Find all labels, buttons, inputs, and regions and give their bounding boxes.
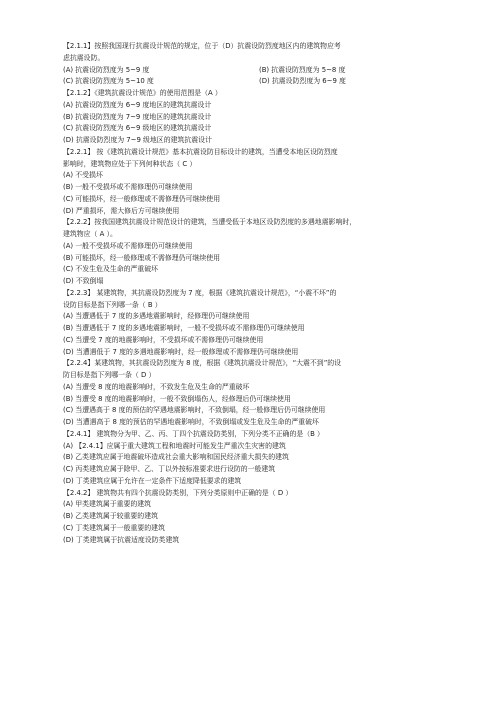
option-c: (C) 当遭受 7 度的地震影响时，不受损坏或不需修理仍可继续使用 bbox=[63, 335, 264, 344]
document-body bbox=[63, 41, 455, 546]
option-d: (D) 抗震设防烈度为 7~9 级地区的建筑抗震设计 bbox=[63, 136, 212, 144]
option-b: (B) 抗震设防烈度为 7~9 度地区的建筑抗震设计 bbox=[63, 112, 212, 121]
option-a: (A) 不受损坏 bbox=[63, 171, 103, 180]
option-c: (C) 不发生危及生命的严重破坏 bbox=[63, 265, 159, 274]
option-d: (D) 抗震设防烈度为 6~9 度 bbox=[259, 77, 346, 86]
option-b: (B) 抗震设防烈度为 5~8 度 bbox=[259, 65, 346, 74]
question-2-1-2: 【2.1.2】《建筑抗震设计规范》的使用范围是（A ） bbox=[63, 89, 222, 97]
option-d: (D) 丁类建筑应属于允许在一定条件下适度降低要求的建筑 bbox=[63, 476, 242, 485]
option-d: (D) 当遭遇低于 7 度的多遇地震影响时，经一般修理或不需修理仍可继续使用 bbox=[63, 347, 299, 356]
option-c: (C) 丁类建筑属于一般重要的建筑 bbox=[63, 523, 165, 532]
question-2-1-1: 【2.1.1】按照我国现行抗震设计规范的规定，位于（D）抗震设防烈度地区内的建筑物应考 bbox=[63, 42, 341, 50]
option-d: (D) 当遭遇高于 8 度的预估的罕遇地震影响时，不致倒塌或发生危及生命的严重破坏 bbox=[63, 418, 319, 426]
option-a: (A) 【2.4.1】应属于重大建筑工程和地震时可能发生严重次生灾害的建筑 bbox=[63, 441, 286, 450]
question-2-2-4-cont: 防目标是指下列哪一条（ D ） bbox=[63, 371, 156, 379]
option-b: (B) 可能损坏，经一般修理或不需修理仍可继续使用 bbox=[63, 253, 220, 262]
option-a: (A) 当遭遇低于 7 度的多遇地震影响时，经修理仍可继续使用 bbox=[63, 312, 250, 321]
option-c: (C) 可能损坏，经一般修理或不需修理仍可继续使用 bbox=[63, 194, 221, 203]
option-a: (A) 一般不受损坏或不需修理仍可继续使用 bbox=[63, 241, 193, 250]
option-b: (B) 乙类建筑应属于地震破坏造成社会重大影响和国民经济重大损失的建筑 bbox=[63, 453, 289, 462]
question-2-4-1: 【2.4.1】 建筑物分为甲、乙、丙、丁四个抗震设防类别，下列分类不正确的是（B ） bbox=[63, 429, 324, 438]
question-2-2-1-cont: 影响时，建筑物应处于下列何种状态（ C ） bbox=[63, 159, 197, 168]
option-d: (D) 不致倒塌 bbox=[63, 277, 104, 285]
option-a: (A) 抗震设防烈度为 5~9 度 bbox=[63, 65, 150, 74]
option-d: (D) 丁类建筑属于抗震适度设防类建筑 bbox=[63, 535, 180, 544]
option-c: (C) 丙类建筑应属于除甲、乙、丁以外按标准要求进行设防的一般建筑 bbox=[63, 465, 276, 473]
option-b: (B) 一般不受损坏或不需修理仍可继续使用 bbox=[63, 183, 193, 191]
option-b: (B) 当遭遇低于 7 度的多遇地震影响时，一般不受损坏或不需修理仍可继续使用 bbox=[63, 324, 305, 332]
option-a: (A) 当遭受 8 度的地震影响时，不致发生危及生命的严重破坏 bbox=[63, 382, 250, 391]
question-2-2-4: 【2.2.4】某建筑物，其抗震设防烈度为 8 度，根据《建筑抗震设计规范》，“大震不到”的设 bbox=[63, 359, 342, 368]
option-c: (C) 当遭遇高于 8 度的预估的罕遇地震影响时，不致倒塌，经一般修理后仍可继续使用 bbox=[63, 406, 326, 415]
option-b: (B) 当遭受 8 度的地震影响时，一般不致倒塌伤人，经修理后仍可继续使用 bbox=[63, 394, 291, 403]
option-c: (C) 抗震设防烈度为 5~10 度 bbox=[63, 77, 154, 86]
question-2-4-2: 【2.4.2】 建筑物共有四个抗震设防类别，下列分类原则中正确的是（ D ） bbox=[63, 488, 293, 497]
option-row bbox=[63, 65, 455, 77]
option-row bbox=[63, 76, 455, 88]
question-2-2-3: 【2.2.3】 某建筑物，其抗震设防烈度为 7 度，根据《建筑抗震设计规范》，“小震不坏”的 bbox=[63, 288, 337, 297]
question-2-2-1: 【2.2.1】 按《建筑抗震设计规范》基本抗震设防目标设计的建筑，当遭受本地区设防烈度 bbox=[63, 147, 338, 156]
question-2-1-1-cont: 虑抗震设防。 bbox=[63, 53, 105, 62]
question-2-2-3-cont: 设防目标是指下列哪一条（ B ） bbox=[63, 300, 162, 309]
option-a: (A) 抗震设防烈度为 6~9 度地区的建筑抗震设计 bbox=[63, 100, 212, 109]
option-d: (D) 严重损坏，需大修后方可继续使用 bbox=[63, 206, 180, 215]
question-2-2-2: 【2.2.2】按我国建筑抗震设计规范设计的建筑，当遭受低于本地区设防烈度的多遇地震影响时， bbox=[63, 218, 357, 227]
option-a: (A) 甲类建筑属于重要的建筑 bbox=[63, 500, 152, 509]
option-b: (B) 乙类建筑属于较重要的建筑 bbox=[63, 512, 158, 520]
option-c: (C) 抗震设防烈度为 6~9 级地区的建筑抗震设计 bbox=[63, 124, 212, 133]
question-2-2-2-cont: 建筑物应（ A ）。 bbox=[63, 230, 117, 238]
